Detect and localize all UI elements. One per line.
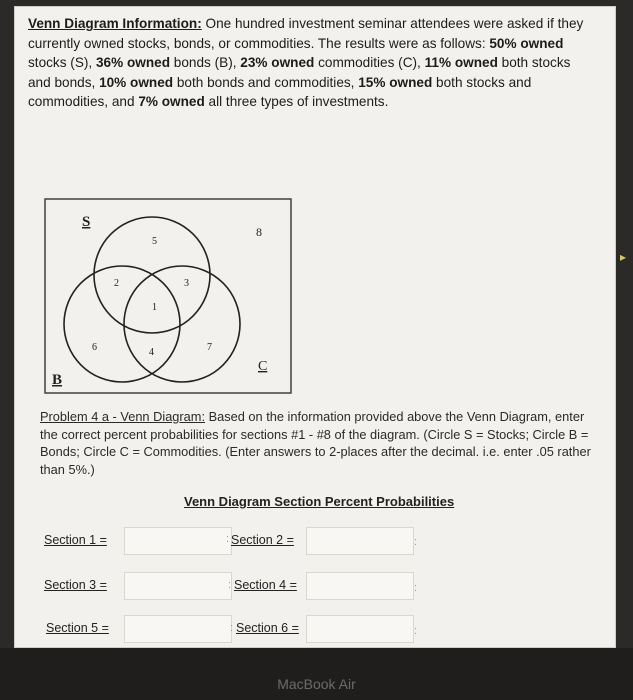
venn-section-6: 6 bbox=[92, 342, 97, 353]
intro-text-c: commodities (C), bbox=[314, 55, 425, 70]
separator-mark: : bbox=[230, 622, 234, 634]
venn-section-8: 8 bbox=[256, 225, 262, 239]
intro-text-1: One hundred investment seminar attendees were asked if they currently owned stocks, bonds, or commodities. The results were as follows: bbox=[28, 16, 584, 51]
venn-section-7: 7 bbox=[207, 342, 212, 353]
separator-mark: : bbox=[414, 625, 418, 637]
section-3-label: Section 3 = bbox=[44, 578, 107, 592]
problem-text: Based on the information provided above the Venn Diagram, enter the correct percent probabilities for sections #1 - #8 of the diagram. (Circle S = Stocks; Circle B = Bonds; Circle C = Commodities. (Enter answers to 2-places after the decimal. i.e. enter .05 rather than 5%.) bbox=[40, 409, 591, 477]
intro-text-bc: both bonds and commodities, bbox=[173, 74, 359, 90]
problem-title: Problem 4 a - Venn Diagram: bbox=[40, 409, 206, 424]
separator-mark: : bbox=[226, 533, 230, 545]
intro-heading: Venn Diagram Information: bbox=[28, 16, 202, 31]
section-2-input[interactable] bbox=[306, 527, 414, 555]
pct-bonds: 36% owned bbox=[95, 55, 171, 70]
pct-stocks: 50% owned bbox=[489, 35, 564, 51]
problem-instructions bbox=[40, 408, 600, 478]
intro-text-b: bonds (B), bbox=[170, 55, 241, 70]
intro-text-sb: both stocks and bonds, bbox=[28, 55, 571, 90]
section-6-input[interactable] bbox=[306, 615, 414, 643]
pct-bonds-commodities: 10% owned bbox=[99, 74, 174, 90]
section-1-label: Section 1 = bbox=[44, 533, 107, 547]
laptop-bezel bbox=[0, 648, 633, 700]
pct-all-three: 7% owned bbox=[138, 94, 205, 109]
pct-commodities: 23% owned bbox=[240, 55, 315, 70]
intro-text-sc: both stocks and commodities, and bbox=[28, 74, 532, 109]
table-title: Venn Diagram Section Percent Probabilities bbox=[184, 494, 455, 509]
venn-section-2: 2 bbox=[114, 278, 119, 289]
section-2-label: Section 2 = bbox=[231, 533, 294, 547]
intro-text-s: stocks (S), bbox=[28, 55, 96, 70]
section-3-input[interactable] bbox=[124, 572, 232, 600]
venn-section-1: 1 bbox=[152, 302, 157, 313]
venn-section-4: 4 bbox=[149, 347, 154, 358]
venn-label-s: S bbox=[82, 214, 91, 230]
separator-mark: : bbox=[228, 579, 232, 591]
screen-edge-arrow-icon: ▸ bbox=[620, 250, 627, 264]
laptop-brand-label: MacBook Air bbox=[277, 676, 356, 692]
pct-stocks-bonds: 11% owned bbox=[424, 55, 498, 70]
section-6-label: Section 6 = bbox=[236, 621, 299, 635]
intro-text-all: all three types of investments. bbox=[204, 94, 389, 109]
section-1-input[interactable] bbox=[124, 527, 232, 555]
venn-section-3: 3 bbox=[184, 278, 189, 289]
section-4-input[interactable] bbox=[306, 572, 414, 600]
intro-paragraph bbox=[28, 14, 588, 112]
venn-section-5: 5 bbox=[152, 236, 157, 247]
separator-mark: : bbox=[414, 582, 418, 594]
separator-mark: : bbox=[414, 536, 418, 548]
venn-label-c: C bbox=[258, 359, 268, 374]
pct-stocks-commodities: 15% owned bbox=[358, 74, 433, 90]
section-5-input[interactable] bbox=[124, 615, 232, 643]
section-5-label: Section 5 = bbox=[46, 621, 109, 635]
section-4-label: Section 4 = bbox=[234, 578, 297, 592]
venn-label-b: B bbox=[52, 372, 63, 388]
venn-diagram bbox=[44, 198, 292, 394]
